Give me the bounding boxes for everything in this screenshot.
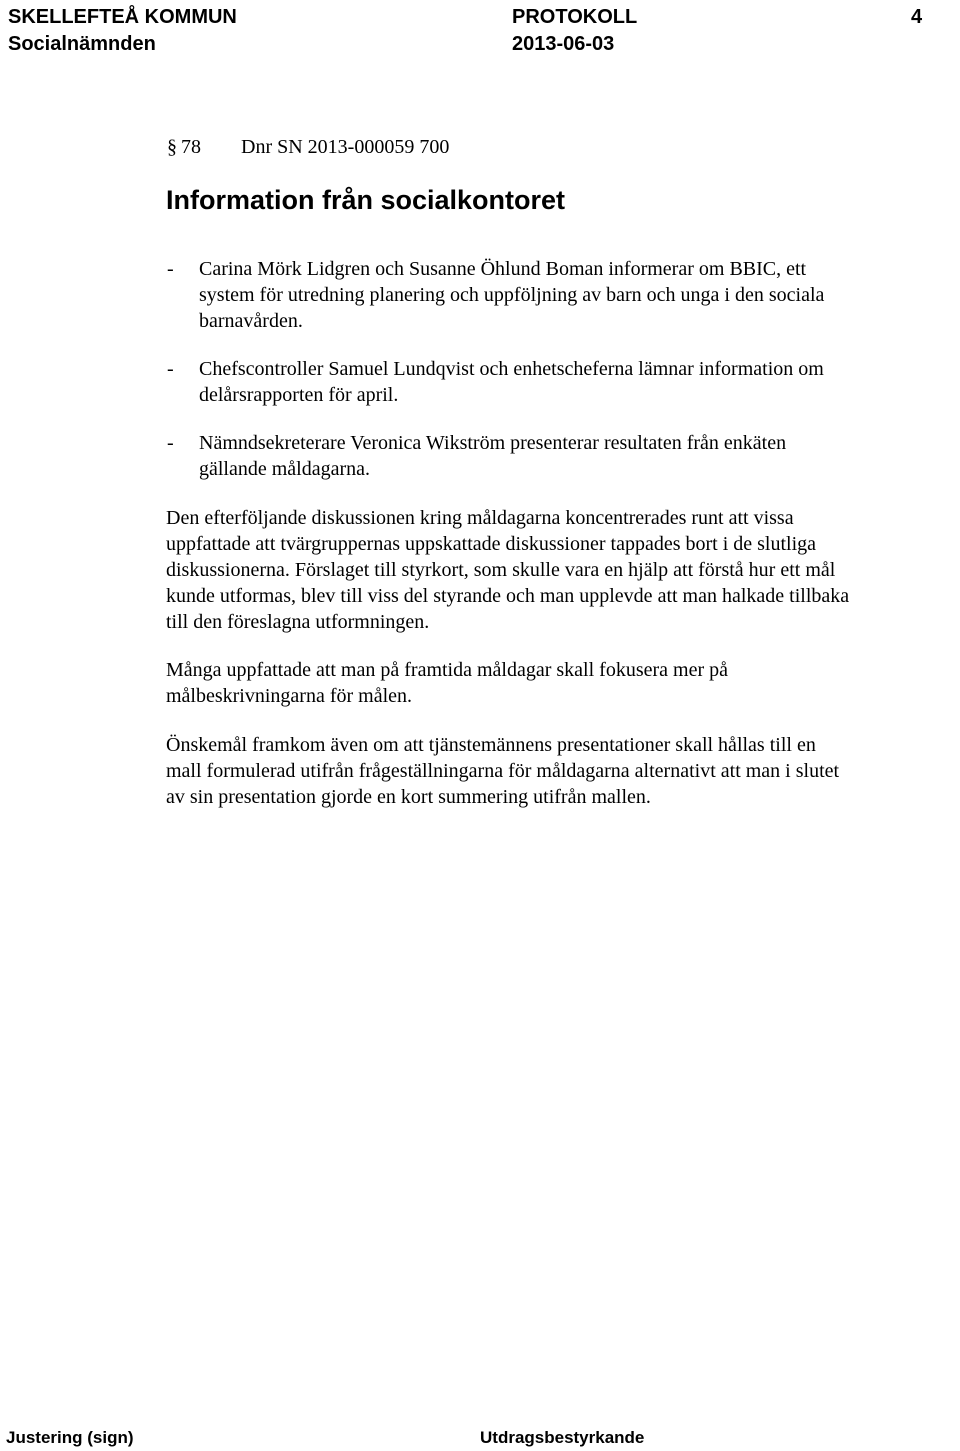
section-number: 78: [181, 136, 201, 158]
bullet-dash: -: [167, 432, 174, 454]
justering-label: Justering (sign): [6, 1428, 134, 1447]
organization-name: SKELLEFTEÅ KOMMUN: [8, 6, 237, 28]
diary-number: Dnr SN 2013-000059 700: [241, 136, 450, 158]
page-number: 4: [911, 6, 923, 28]
list-item: [167, 356, 847, 408]
body-paragraph: Önskemål framkom även om att tjänstemännens presentationer skall hållas till en mall formulerad utifrån frågeställningarna för måldagarna alternativt att man i slutet av sin presentation gjorde en kort summering utifrån mallen.: [166, 734, 840, 808]
bullet-dash: -: [167, 258, 174, 280]
section-title: Information från socialkontoret: [166, 185, 566, 215]
list-item: [167, 430, 847, 482]
section-symbol: §: [167, 136, 177, 158]
utdragsbestyrkande-label: Utdragsbestyrkande: [480, 1428, 645, 1447]
section-reference: [167, 135, 449, 159]
bullet-dash: -: [167, 358, 174, 380]
document-type: PROTOKOLL: [512, 6, 638, 28]
body-paragraph: Den efterföljande diskussionen kring måldagarna koncentrerades runt att vissa uppfattade att tvärgruppernas uppskattade diskussioner tappades bort i de slutliga diskussionerna. Förslaget till styrkort, som skulle vara en hjälp att förstå hur ett mål kunde utformas, blev till viss del styrande och man upplevde att man halkade tillbaka till den föreslagna utformningen.: [166, 507, 850, 633]
committee-name: Socialnämnden: [8, 33, 156, 55]
list-item-text: Carina Mörk Lidgren och Susanne Öhlund Boman informerar om BBIC, ett system för utredning planering och uppföljning av barn och unga i den sociala barnavården.: [199, 258, 825, 332]
meeting-date: 2013-06-03: [512, 33, 615, 55]
list-item-text: Chefscontroller Samuel Lundqvist och enhetscheferna lämnar information om delårsrapporten för april.: [199, 358, 824, 406]
body-paragraph: Många uppfattade att man på framtida måldagar skall fokusera mer på målbeskrivningarna för målen.: [166, 659, 728, 707]
list-item: [167, 256, 847, 334]
list-item-text: Nämndsekreterare Veronica Wikström presenterar resultaten från enkäten gällande måldagarna.: [199, 432, 787, 480]
